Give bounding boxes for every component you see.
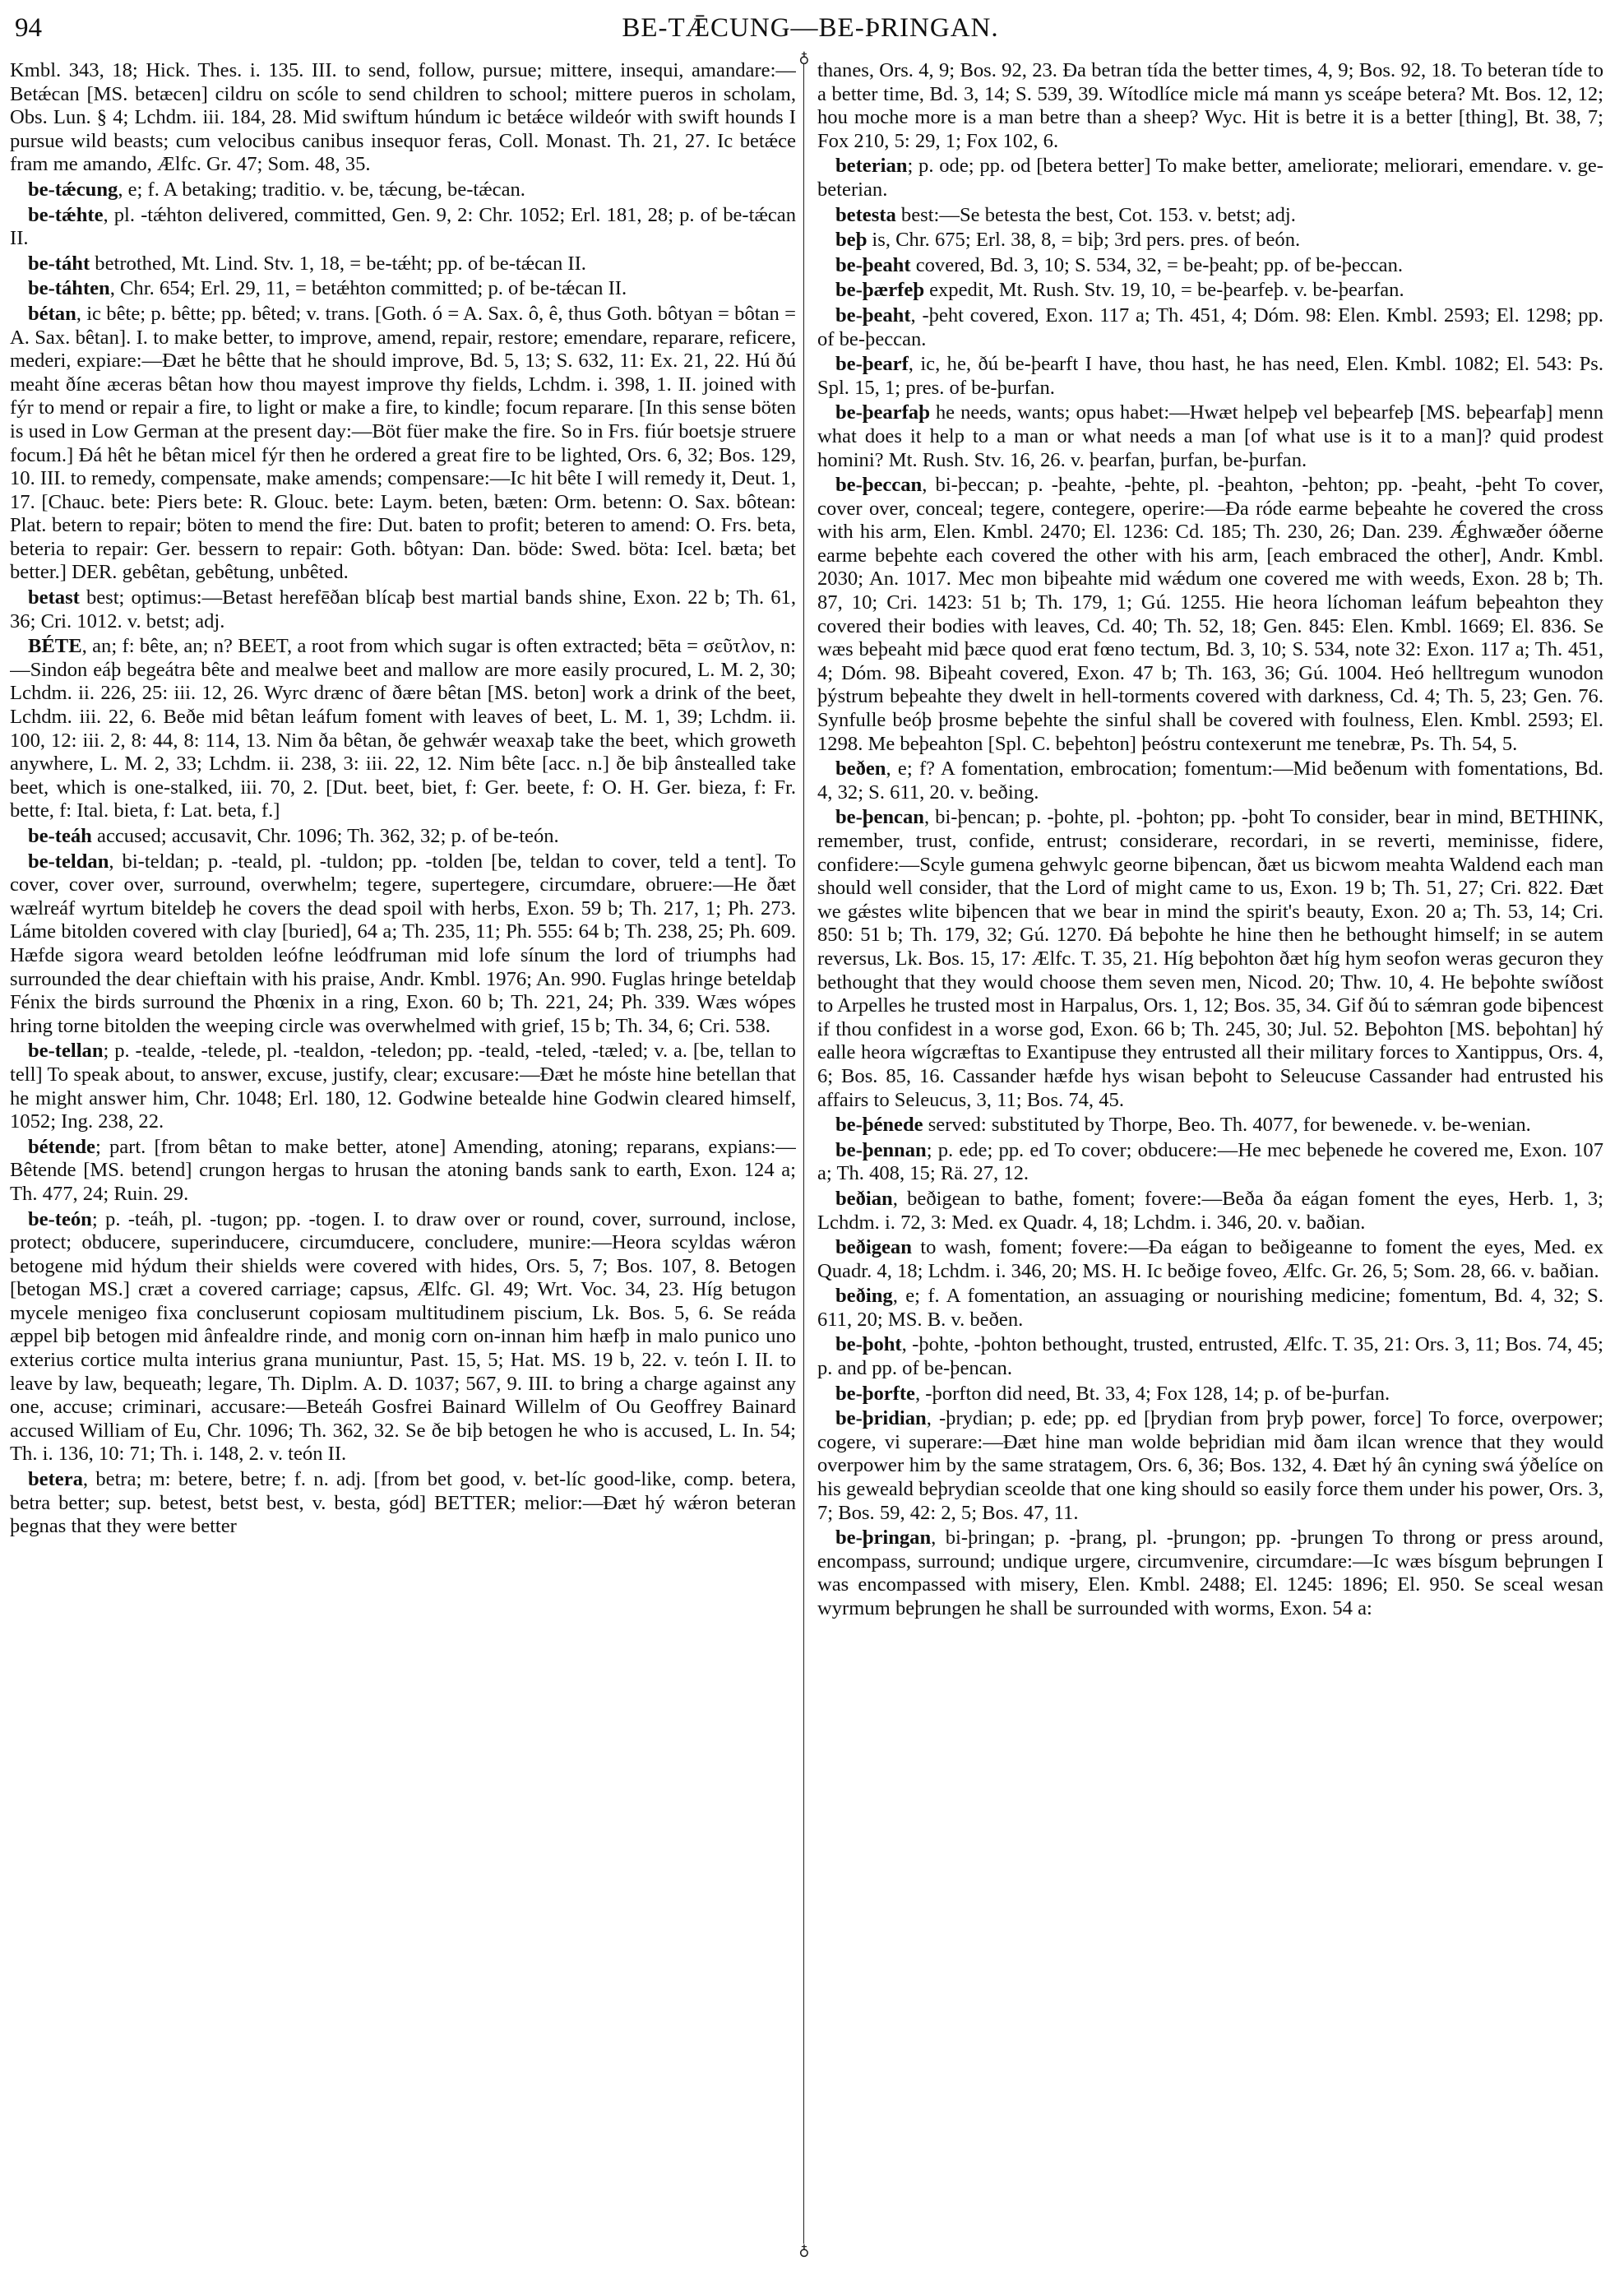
dictionary-entry <box>10 825 796 849</box>
dictionary-entry <box>817 353 1603 400</box>
page-number: 94 <box>15 13 42 43</box>
dictionary-entry <box>10 59 796 177</box>
entry-headword: be-teón <box>28 1207 92 1230</box>
dictionary-entry <box>817 1526 1603 1620</box>
dictionary-entry <box>817 1285 1603 1332</box>
dictionary-entry <box>817 757 1603 804</box>
entry-text: ; p. ode; pp. od [betera better] To make better, ameliorate; meliorari, emendare. v. ge-beterian. <box>817 155 1603 201</box>
entry-text: , pl. -tǽhton delivered, committed, Gen. 9, 2: Chr. 1052; Erl. 181, 28; p. of be-tǽcan II. <box>10 203 796 250</box>
dictionary-entry <box>817 1236 1603 1283</box>
entry-headword: bétan <box>28 302 76 325</box>
dictionary-entry <box>817 229 1603 252</box>
dictionary-entry <box>817 1114 1603 1137</box>
dictionary-entry <box>10 1040 796 1133</box>
entry-headword: be-þennan <box>835 1138 927 1161</box>
dictionary-entry <box>10 1468 796 1539</box>
entry-headword: be-táhten <box>28 277 110 300</box>
entry-headword: beþ <box>835 229 868 252</box>
entry-headword: be-þencan <box>835 806 924 829</box>
entry-text: to wash, foment; fovere:—Ða eágan to beðigeanne to foment the eyes, Med. ex Quadr. 4, 18; Lchdm. i. 346, 20; MS. H. Ic beðige foveo, Ælfc. Gr. 26, 5; Som. 28, 66. v. baðian. <box>817 1236 1603 1282</box>
entry-text: best; optimus:—Betast herefēðan blícaþ best martial bands shine, Exon. 22 b; Th. 61, 36; Cri. 1012. v. betst; adj. <box>10 586 796 632</box>
entry-headword: be-þeaht <box>835 303 911 327</box>
entry-headword: beterian <box>835 155 908 178</box>
dictionary-entry <box>10 635 796 823</box>
entry-text: , -þeht covered, Exon. 117 a; Th. 451, 4; Dóm. 98: Elen. Kmbl. 2593; El. 1298; pp. of be-þeccan. <box>817 303 1603 350</box>
entry-headword: be-teldan <box>28 850 109 873</box>
entry-text: , -þorfton did need, Bt. 33, 4; Fox 128, 14; p. of be-þurfan. <box>914 1382 1390 1405</box>
entry-headword: be-þridian <box>835 1407 927 1430</box>
entry-headword: be-þearfaþ <box>835 401 930 424</box>
entry-text: , -þohte, -þohton bethought, trusted, entrusted, Ælfc. T. 35, 21: Ors. 3, 11; Bos. 74, 45; p. and pp. of be-þencan. <box>817 1333 1603 1380</box>
dictionary-entry <box>817 401 1603 472</box>
dictionary-entry <box>10 1208 796 1467</box>
dictionary-entry <box>817 806 1603 1112</box>
entry-text: , an; f: bête, an; n? BEET, a root from which sugar is often extracted; bēta = σεῦτλον, n:—Sindon eáþ begeátra bête and mealwe beet and mallow are more easily procured, L. M. 2, 30; Lchdm. ii. 226, 25: iii. 12, 26. Wyrc drænc of ðære bêtan [MS. beton] work a drink of the beet, Lchdm. iii. 22, 6. Beðe mid bêtan leáfum foment with leaves of beet, L. M. 1, 39; Lchdm. ii. 100, 12: iii. 2, 8: 44, 8: 114, 13. Nim ða bêtan, ðe gehwǽr weaxaþ take the beet, which groweth anywhere, L. M. 2, 33; Lchdm. ii. 238, 3: iii. 22, 12. Nim bête [acc. n.] ðe biþ ânstealled take beet, which is one-stalked, iii. 70, 2. [Dut. beet, biet, f: Ger. beete, f: O. H. Ger. bieza, f: Fr. bette, f: Ital. bieta, f: Lat. beta, f.] <box>10 635 796 822</box>
entry-text: , bi-teldan; p. -teald, pl. -tuldon; pp. -tolden [be, teldan to cover, teld a tent]. To cover, cover over, surround, overwhelm; tegere, supertegere, circumdare, obruere:—He ðæt wælreáf wyrtum biteldeþ he covers the dead spoil with herbs, Exon. 59 b; Th. 217, 1; Ph. 273. Láme bitolden covered with clay [buried], 64 a; Th. 235, 11; Ph. 555: 64 b; Th. 238, 25; Ph. 609. Hæfde sigora weard betolden leófne leódfruman mid lofe sínum the lord of triumphs had surrounded the dear chieftain with his praise, Andr. Kmbl. 1976; An. 990. Fuglas hringe beteldaþ Fénix the birds surround the Phœnix in a ring, Exon. 60 b; Th. 221, 24; Ph. 339. Wæs wópes hring torne bitolden the weeping circle was overwhelmed with grief, 15 b; Th. 34, 6; Cri. 538. <box>10 850 796 1037</box>
entry-text: he needs, wants; opus habet:—Hwæt helpeþ vel beþearfeþ [MS. beþearfaþ] menn what does it help to a man or what needs a man [of what use is it to a man]? quid prodest homini? Mt. Rush. Stv. 16, 26. v. þearfan, þurfan, be-þurfan. <box>817 401 1603 471</box>
entry-text: ; p. -tealde, -telede, pl. -tealdon, -teledon; pp. -teald, -teled, -tæled; v. a. [be, tellan to tell] To speak about, to answer, excuse, justify, clear; excusare:—Ðæt he móste hine betellan that he might answer him, Chr. 1048; Erl. 180, 12. Godwine betealde hine Godwin cleared himself, 1052; Ing. 238, 22. <box>10 1040 796 1133</box>
entry-text: , ic, he, ðú be-þearft I have, thou hast, he has need, Elen. Kmbl. 1082; El. 543: Ps. Spl. 15, 1; pres. of be-þurfan. <box>817 353 1603 399</box>
entry-headword: be-þoht <box>835 1333 902 1356</box>
entry-headword: be-þorfte <box>835 1382 915 1405</box>
entry-text: , Chr. 654; Erl. 29, 11, = betǽhton committed; p. of be-tǽcan II. <box>109 277 627 300</box>
entry-text: ; p. ede; pp. ed To cover; obducere:—He mec beþenede he covered me, Exon. 107 a; Th. 408, 15; Rä. 27, 12. <box>817 1138 1603 1185</box>
entry-headword: be-tellan <box>28 1040 104 1063</box>
entry-headword: be-teáh <box>28 825 92 847</box>
entry-text: accused; accusavit, Chr. 1096; Th. 362, 32; p. of be-teón. <box>91 825 559 847</box>
entry-headword: BÉTE <box>28 635 82 658</box>
entry-text: Kmbl. 343, 18; Hick. Thes. i. 135. III. to send, follow, pursue; mittere, insequi, amandare:—Betǽcan [MS. betæcen] cildru on scóle to send children to school; mittere pueros in scholam, Obs. Lun. § 4; Lchdm. iii. 184, 28. Mid swiftum húndum ic betǽce wildeór with swift hounds I pursue wild beasts; cum velocibus canibus insequor feras, Coll. Monast. Th. 21, 27. Ic betǽce fram me amando, Ælfc. Gr. 47; Som. 48, 35. <box>10 59 796 176</box>
dictionary-entry <box>817 59 1603 153</box>
dictionary-entry <box>10 252 796 276</box>
entry-headword: betera <box>28 1468 83 1491</box>
entry-text: , beðigean to bathe, foment; fovere:—Beða ða eágan foment the eyes, Herb. 1, 3; Lchdm. i. 72, 3: Med. ex Quadr. 4, 18; Lchdm. i. 346, 20. v. baðian. <box>817 1187 1603 1234</box>
entry-text: betrothed, Mt. Lind. Stv. 1, 18, = be-tǽht; pp. of be-tǽcan II. <box>90 252 586 275</box>
left-column <box>10 59 796 2255</box>
dictionary-entry <box>817 474 1603 756</box>
entry-headword: be-tǽcung <box>28 178 118 201</box>
dictionary-entry <box>10 204 796 251</box>
running-title: BE-TǢCUNG—BE-ÞRINGAN. <box>622 13 999 43</box>
entry-text: , bi-þringan; p. -þrang, pl. -þrungon; pp. -þrungen To throng or press around, encompass, surround; undique urgere, circumvenire, circumdare:—Ic wæs bísgum beþrungen I was encompassed with misery, Elen. Kmbl. 2488; El. 1245: 1896; El. 950. Se sceal wesan wyrmum beþrungen he shall be surrounded with worms, Exon. 54 a: <box>817 1526 1603 1619</box>
dictionary-entry <box>817 1407 1603 1525</box>
entry-headword: be-þearf <box>835 353 909 376</box>
entry-headword: be-þeaht <box>835 253 911 276</box>
entry-text: best:—Se betesta the best, Cot. 153. v. betst; adj. <box>895 203 1296 226</box>
dictionary-entry <box>10 277 796 301</box>
dictionary-entry <box>817 204 1603 228</box>
entry-headword: be-þénede <box>835 1114 923 1137</box>
entry-headword: be-tǽhte <box>28 203 104 226</box>
entry-text: , e; f. A fomentation, an assuaging or nourishing medicine; fomentum, Bd. 4, 32; S. 611, 20; MS. B. v. beðen. <box>817 1285 1603 1331</box>
entry-headword: beðen <box>835 757 886 781</box>
divider-ornament-bottom-icon: ♁ <box>798 2242 810 2258</box>
dictionary-entry <box>10 1136 796 1207</box>
entry-text: , bi-þeccan; p. -þeahte, -þehte, pl. -þeahton, -þehton; pp. -þeaht, -þeht To cover, cover over, conceal; tegere, contegere, operire:—Ða róde earme beþeahte he covered the cross with his arm, Elen. Kmbl. 2470; El. 1236: Cd. 185; Th. 230, 26; Dan. 239. Ǽghwæðer óðerne earme beþehte each covered the other with his arm, [each embraced the other], Andr. Kmbl. 2030; An. 1017. Mec mon biþeahte mid wǽdum one covered me with weeds, Exon. 28 b; Th. 87, 10; Cri. 1423: 51 b; Th. 179, 1; Gú. 1255. Hie heora líchoman leáfum beþeahton they covered their bodies with leaves, Cd. 40; Th. 52, 18; Gen. 845: Elen. Kmbl. 1669; El. 836. Se wæs beþeaht mid þæce quod erat fœno tectum, Bd. 3, 10; S. 534, note 32: Exon. 117 a; Th. 451, 4; Dóm. 98. Biþeaht covered, Exon. 47 b; Th. 163, 36; Gú. 1004. Heó helltregum wunodon þýstrum beþeahte they dwelt in hell-torments covered with darkness, Cd. 4; Th. 5, 23; Gen. 76. Synfulle beóþ þrosme beþehte the sinful shall be covered with foulness, Elen. Kmbl. 2593; El. 1298. Me beþeahton [Spl. C. beþehton] þeóstru contexerunt me tenebræ, Ps. Th. 54, 5. <box>817 474 1603 755</box>
entry-text: , e; f? A fomentation, embrocation; fomentum:—Mid beðenum with fomentations, Bd. 4, 32; S. 611, 20. v. beðing. <box>817 757 1603 804</box>
entry-text: , betra; m: betere, betre; f. n. adj. [from bet good, v. bet-líc good-like, comp. betera, betra better; sup. betest, betst best, v. besta, gód] BETTER; melior:—Ðæt hý wǽron beteran þegnas that they were better <box>10 1468 796 1538</box>
entry-headword: bétende <box>28 1135 95 1158</box>
dictionary-entry <box>817 254 1603 278</box>
page-header <box>15 7 1606 48</box>
dictionary-entry <box>817 304 1603 351</box>
entry-text: covered, Bd. 3, 10; S. 534, 32, = be-þeaht; pp. of be-þeccan. <box>910 253 1404 276</box>
dictionary-entry <box>817 279 1603 303</box>
entry-headword: betast <box>28 586 80 609</box>
dictionary-entry <box>10 178 796 202</box>
entry-headword: be-þringan <box>835 1526 932 1550</box>
entry-headword: be-táht <box>28 252 90 275</box>
dictionary-entry <box>817 1383 1603 1406</box>
entry-text: ; p. -teáh, pl. -tugon; pp. -togen. I. to draw over or round, cover, surround, inclose, protect; obducere, superinducere, circumducere, concludere, munire:—Heora scyldas wǽron betogene mid hýdum their shields were covered with hides, Ors. 5, 7; Bos. 107, 8. Betogen [betogan MS.] cræt a covered carriage; capsus, Ælfc. Gl. 49; Wrt. Voc. 34, 23. Híg betugon mycele menigeo fixa concluserunt copiosam multitudinem piscium, Lk. Bos. 5, 6. Se reáda æppel biþ betogen mid ânfealdre rinde, and monig corn on-innan him hæfþ in malo punico uno exterius cortice multa interius grana muniuntur, Past. 15, 5; Hat. MS. 19 b, 22. v. teón I. II. to leave by law, bequeath; legare, Th. Diplm. A. D. 1037; 567, 9. III. to bring a charge against any one, accuse; criminari, accusare:—Beteáh Gosfrei Bainard Willelm of Ou Geoffrey Bainard accused William of Eu, Chr. 1096; Th. 362, 32. Se ðe biþ betogen he who is accused, L. In. 54; Th. i. 136, 10: 71; Th. i. 148, 2. v. teón II. <box>10 1207 796 1466</box>
entry-text: thanes, Ors. 4, 9; Bos. 92, 23. Ða betran tída the better times, 4, 9; Bos. 92, 18. To beteran tíde to a better time, Bd. 3, 14; S. 539, 39. Wítodlíce micle má mann ys sceápe betera? Mt. Bos. 12, 12; hou moche more is a man betre than a sheep? Wyc. Hit is betre it is a better [thing], Bt. 38, 7; Fox 210, 5: 29, 1; Fox 102, 6. <box>817 59 1603 152</box>
entry-text: , e; f. A betaking; traditio. v. be, tǽcung, be-tǽcan. <box>118 178 525 201</box>
entry-text: , -þrydian; p. ede; pp. ed [þrydian from þryþ power, force] To force, overpower; cogere, vi superare:—Ðæt hine man wolde beþridian mid ðam ilcan wrence that they would overpower him by the same stratagem, Ors. 6, 36; Bos. 132, 4. Ðæt hý ân cyning swá ýðelíce on his geweald beþrydian sceolde that one king should so easily force them under his power, Ors. 3, 7; Bos. 59, 42: 2, 5; Bos. 47, 11. <box>817 1407 1603 1524</box>
entry-headword: betesta <box>835 203 896 226</box>
entry-headword: beðian <box>835 1187 893 1210</box>
entry-text: , ic bête; p. bêtte; pp. bêted; v. trans. [Goth. ó = A. Sax. ô, ê, thus Goth. bôtyan = bôtan = A. Sax. bêtan]. I. to make better, to improve, amend, repair, restore; emendare, reparare, reficere, mederi, expiare:—Ðæt he bêtte that he should improve, Bd. 5, 13; S. 632, 11: Ex. 21, 22. Hú ðú meaht ðíne æceras bêtan how thou mayest improve thy fields, Lchdm. i. 398, 1. II. joined with fýr to mend or repair a fire, to light or make a fire, to kindle; focum reparare. [In this sense böten is used in Low German at the present day:—Böt füer make the fire. So in Frs. fiúr boetsje struere focum.] Ðá hêt he bêtan micel fýr then he ordered a great fire to be lighted, Ors. 6, 32; Bos. 129, 10. III. to remedy, compensate, make amends; compensare:—Ic hit bête I will remedy it, Deut. 1, 17. [Chauc. bete: Piers bete: R. Glouc. bete: Laym. beten, bæten: Orm. betenn: O. Sax. bôtean: Plat. betern to repair; böten to mend the fire: Dut. baten to profit; beteren to amend: O. Frs. beta, beteria to repair: Ger. bessern to repair: Goth. bôtyan: Dan. böde: Swed. böta: Icel. bæta; bet better.] DER. gebêtan, gebêtung, unbêted. <box>10 302 796 584</box>
entry-headword: be-þærfeþ <box>835 279 924 302</box>
entry-headword: beðing <box>835 1285 893 1308</box>
dictionary-entry <box>817 1188 1603 1235</box>
divider-ornament-top-icon: ♁ <box>798 49 810 66</box>
dictionary-entry <box>10 850 796 1039</box>
entry-headword: beðigean <box>835 1236 912 1259</box>
dictionary-entry <box>817 155 1603 202</box>
column-divider <box>803 58 804 2250</box>
entry-text: expedit, Mt. Rush. Stv. 19, 10, = be-þearfeþ. v. be-þearfan. <box>923 279 1404 302</box>
entry-text: ; part. [from bêtan to make better, atone] Amending, atoning; reparans, expians:—Bêtende [MS. betend] crungon hergas to hrusan the atoning bands sank to earth, Exon. 124 a; Th. 477, 24; Ruin. 29. <box>10 1135 796 1205</box>
dictionary-entry <box>817 1333 1603 1380</box>
entry-text: is, Chr. 675; Erl. 38, 8, = biþ; 3rd pers. pres. of beón. <box>867 229 1301 252</box>
entry-text: served: substituted by Thorpe, Beo. Th. 4077, for bewenede. v. be-wenian. <box>923 1114 1531 1137</box>
dictionary-entry <box>10 586 796 633</box>
right-column <box>817 59 1603 2255</box>
entry-text: , bi-þencan; p. -þohte, pl. -þohton; pp. -þoht To consider, bear in mind, BETHINK, remember, trust, confide, entrust; considerare, recordari, in se reverti, meminisse, fidere, confidere:—Scyle gumena gehwylc georne biþencan, ðæt us bicwom meahta Waldend each man should well consider, that the Lord of might came to us, Exon. 19 b; Th. 51, 27; Cri. 822. Ðæt we gǽstes wlite biþencen that we bear in mind the spirit's beauty, Exon. 20 a; Th. 53, 14; Cri. 850: 51 b; Th. 179, 32; Gú. 1270. Ðá beþohte he hine then he bethought himself; in se autem reversus, Lk. Bos. 15, 17: Ælfc. T. 35, 21. Híg beþohton ðæt híg hym seofon weras gecuron they bethought that they would choose them seven men, Nicod. 20; Thw. 10, 4. He beþohte swíðost to Arpelles he trusted most in Harpalus, Ors. 1, 12; Bos. 35, 34. Gif ðú to sǽmran gode biþencest if thou confidest in a worse god, Exon. 66 b; Th. 245, 30; Jul. 52. Beþohton [MS. beþohtan] hý ealle heora wígcræftas to Exantipuse they entrusted all their military forces to Xantippus, Ors. 4, 6; Bos. 85, 16. Cassander hæfde hys wisan beþoht to Seleucuse Cassander had entrusted his affairs to Seleucus, 3, 11; Bos. 74, 45. <box>817 806 1603 1111</box>
dictionary-entry <box>10 303 796 585</box>
entry-headword: be-þeccan <box>835 474 923 497</box>
dictionary-entry <box>817 1139 1603 1186</box>
